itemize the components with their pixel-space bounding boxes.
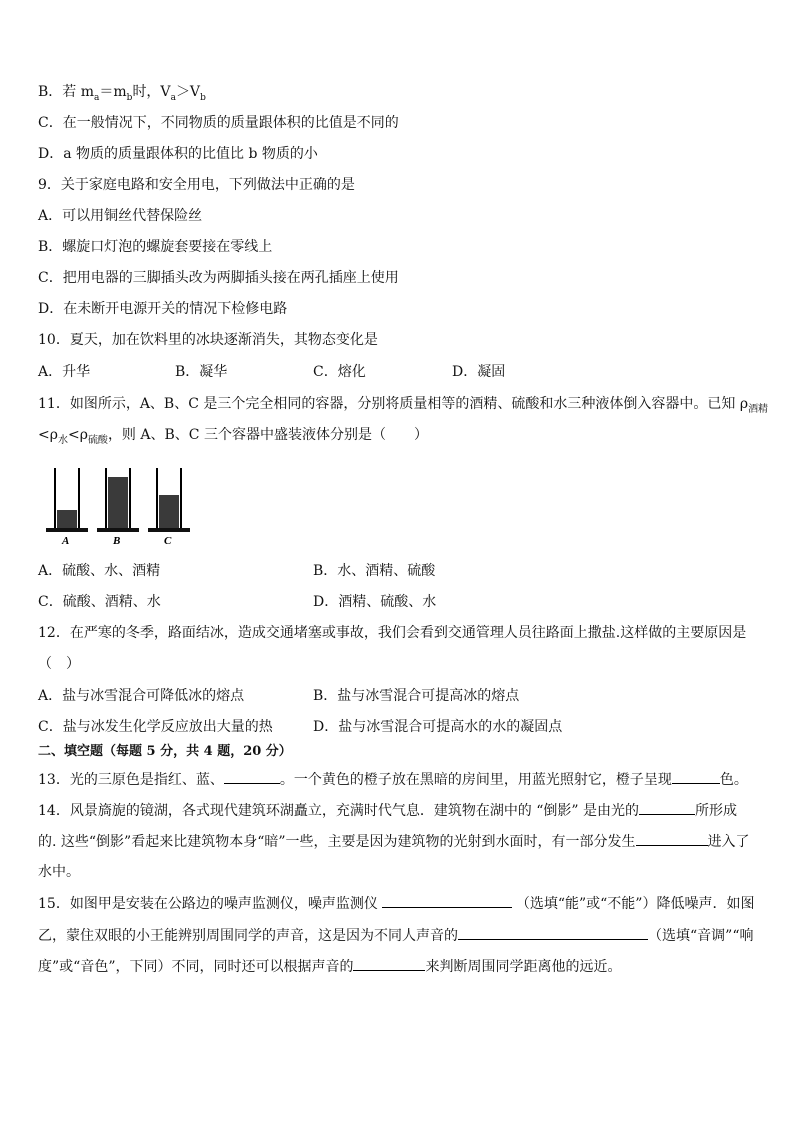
q14-text-part: 14．风景旖旎的镜湖，各式现代建筑环湖矗立，充满时代气息．建筑物在湖中的 “倒影” 是由光的 — [38, 803, 640, 819]
q11-option-a: A．硫酸、水、酒精 — [38, 563, 161, 579]
q13-text-part: 。一个黄色的橙子放在黑暗的房间里，用蓝光照射它，橙子呈现 — [279, 772, 672, 788]
q8-b-sub: b — [200, 92, 206, 103]
q15-line3 — [38, 956, 621, 977]
q15-line2 — [38, 925, 753, 946]
q15-text-part: 来判断周围同学距离他的远近。 — [425, 959, 622, 975]
container-b — [97, 468, 139, 547]
q10-option-d: D．凝固 — [452, 364, 506, 380]
q11-stem-text: <ρ — [67, 427, 88, 443]
q11-option-b: B．水、酒精、硫酸 — [313, 563, 436, 579]
q13-text-part: 13．光的三原色是指红、蓝、 — [38, 772, 224, 788]
container-a-liquid — [57, 510, 77, 528]
q15-blank-1[interactable] — [382, 893, 512, 908]
q13-blank-1[interactable] — [224, 769, 280, 784]
q11-stem-text: 11．如图所示，A、B、C 是三个完全相同的容器，分别将质量相等的酒精、硫酸和水三种液体倒入容器中。已知 ρ — [38, 396, 749, 412]
q11-stem-line1 — [38, 394, 768, 420]
q8-option-c: C．在一般情况下，不同物质的质量跟体积的比值是不同的 — [38, 115, 399, 131]
q15-text-part: 度”或“音色”，下同）不同，同时还可以根据声音的 — [38, 959, 354, 975]
q8-b-text: B．若 m — [38, 84, 95, 100]
q12-option-d: D．盐与冰雪混合可提高水的水的凝固点 — [313, 719, 563, 735]
q8-b-text: 时，V — [132, 84, 171, 100]
q13-blank-2[interactable] — [672, 769, 720, 784]
q15-blank-3[interactable] — [353, 956, 425, 971]
q12-stem-line2: （ ） — [38, 656, 80, 672]
container-b-liquid — [108, 477, 128, 528]
q8-option-b — [38, 82, 206, 108]
q8-b-text: ＞V — [175, 84, 201, 100]
q14-text-part: 的. 这些“倒影”看起来比建筑物本身“暗”一些，主要是因为建筑物的光射到水面时，有一部分发生 — [38, 834, 636, 850]
q11-sub: 酒精 — [748, 403, 769, 415]
q11-stem-text: <ρ — [38, 427, 58, 443]
q9-option-d: D．在未断开电源开关的情况下检修电路 — [38, 301, 288, 317]
container-c-label: C — [164, 535, 172, 547]
q9-option-b: B．螺旋口灯泡的螺旋套要接在零线上 — [38, 239, 273, 255]
q11-sub: 水 — [57, 434, 68, 446]
q10-option-c: C．熔化 — [313, 364, 366, 380]
q12-option-c: C．盐与冰发生化学反应放出大量的热 — [38, 719, 273, 735]
q14-line2 — [38, 831, 750, 852]
q14-line1 — [38, 800, 737, 821]
q15-blank-2[interactable] — [458, 925, 648, 940]
q8-b-sub: b — [126, 92, 133, 103]
q14-line3: 水中。 — [38, 864, 80, 880]
q8-option-d: D．a 物质的质量跟体积的比值比 b 物质的小 — [38, 146, 318, 162]
q15-text-part: 15．如图甲是安装在公路边的噪声监测仪，噪声监测仪 — [38, 896, 378, 912]
q11-option-d: D．酒精、硫酸、水 — [313, 594, 437, 610]
q13-text-part: 色。 — [719, 772, 748, 788]
q15-text-part: （选填“能”或“不能”）降低噪声．如图 — [515, 896, 755, 912]
q10-option-a: A．升华 — [38, 364, 91, 380]
q10-option-b: B．凝华 — [175, 364, 228, 380]
container-c-liquid — [159, 495, 179, 528]
container-a-label: A — [62, 535, 70, 547]
q8-b-sub: a — [170, 92, 176, 103]
q15-line1 — [38, 893, 754, 914]
q11-option-c: C．硫酸、酒精、水 — [38, 594, 161, 610]
q10-stem: 10．夏天，加在饮料里的冰块逐渐消失，其物态变化是 — [38, 332, 378, 348]
q9-option-c: C．把用电器的三脚插头改为两脚插头接在两孔插座上使用 — [38, 270, 399, 286]
q9-option-a: A．可以用铜丝代替保险丝 — [38, 208, 203, 224]
q15-text-part: 乙，蒙住双眼的小王能辨别周围同学的声音，这是因为不同人声音的 — [38, 928, 458, 944]
q8-b-sub: a — [94, 92, 100, 103]
q13-text — [38, 769, 748, 790]
container-c — [148, 468, 190, 547]
container-a — [46, 468, 88, 547]
q12-option-b: B．盐与冰雪混合可提高冰的熔点 — [313, 688, 520, 704]
q14-blank-2[interactable] — [636, 831, 708, 846]
q14-text-part: 所形成 — [695, 803, 738, 819]
container-b-label: B — [113, 535, 121, 547]
q14-blank-1[interactable] — [639, 800, 695, 815]
q14-text-part: 进入了 — [707, 834, 750, 850]
q11-sub: 硫酸 — [87, 434, 108, 446]
q12-option-a: A．盐与冰雪混合可降低冰的熔点 — [38, 688, 245, 704]
q11-stem-text: ，则 A、B、C 三个容器中盛装液体分别是（ ） — [107, 427, 428, 443]
q11-containers-figure — [40, 466, 200, 548]
q15-text-part: （选填“音调”“响 — [648, 928, 754, 944]
q9-stem: 9．关于家庭电路和安全用电，下列做法中正确的是 — [38, 177, 355, 193]
q12-stem-line1: 12．在严寒的冬季，路面结冰，造成交通堵塞或事故，我们会看到交通管理人员往路面上撒盐.这样做的主要原因是 — [38, 625, 747, 641]
q8-b-text: ＝m — [99, 84, 127, 100]
q11-stem-line2 — [38, 425, 428, 451]
section-heading-fill-in: 二、填空题（每题 5 分，共 4 题，20 分） — [38, 744, 292, 759]
